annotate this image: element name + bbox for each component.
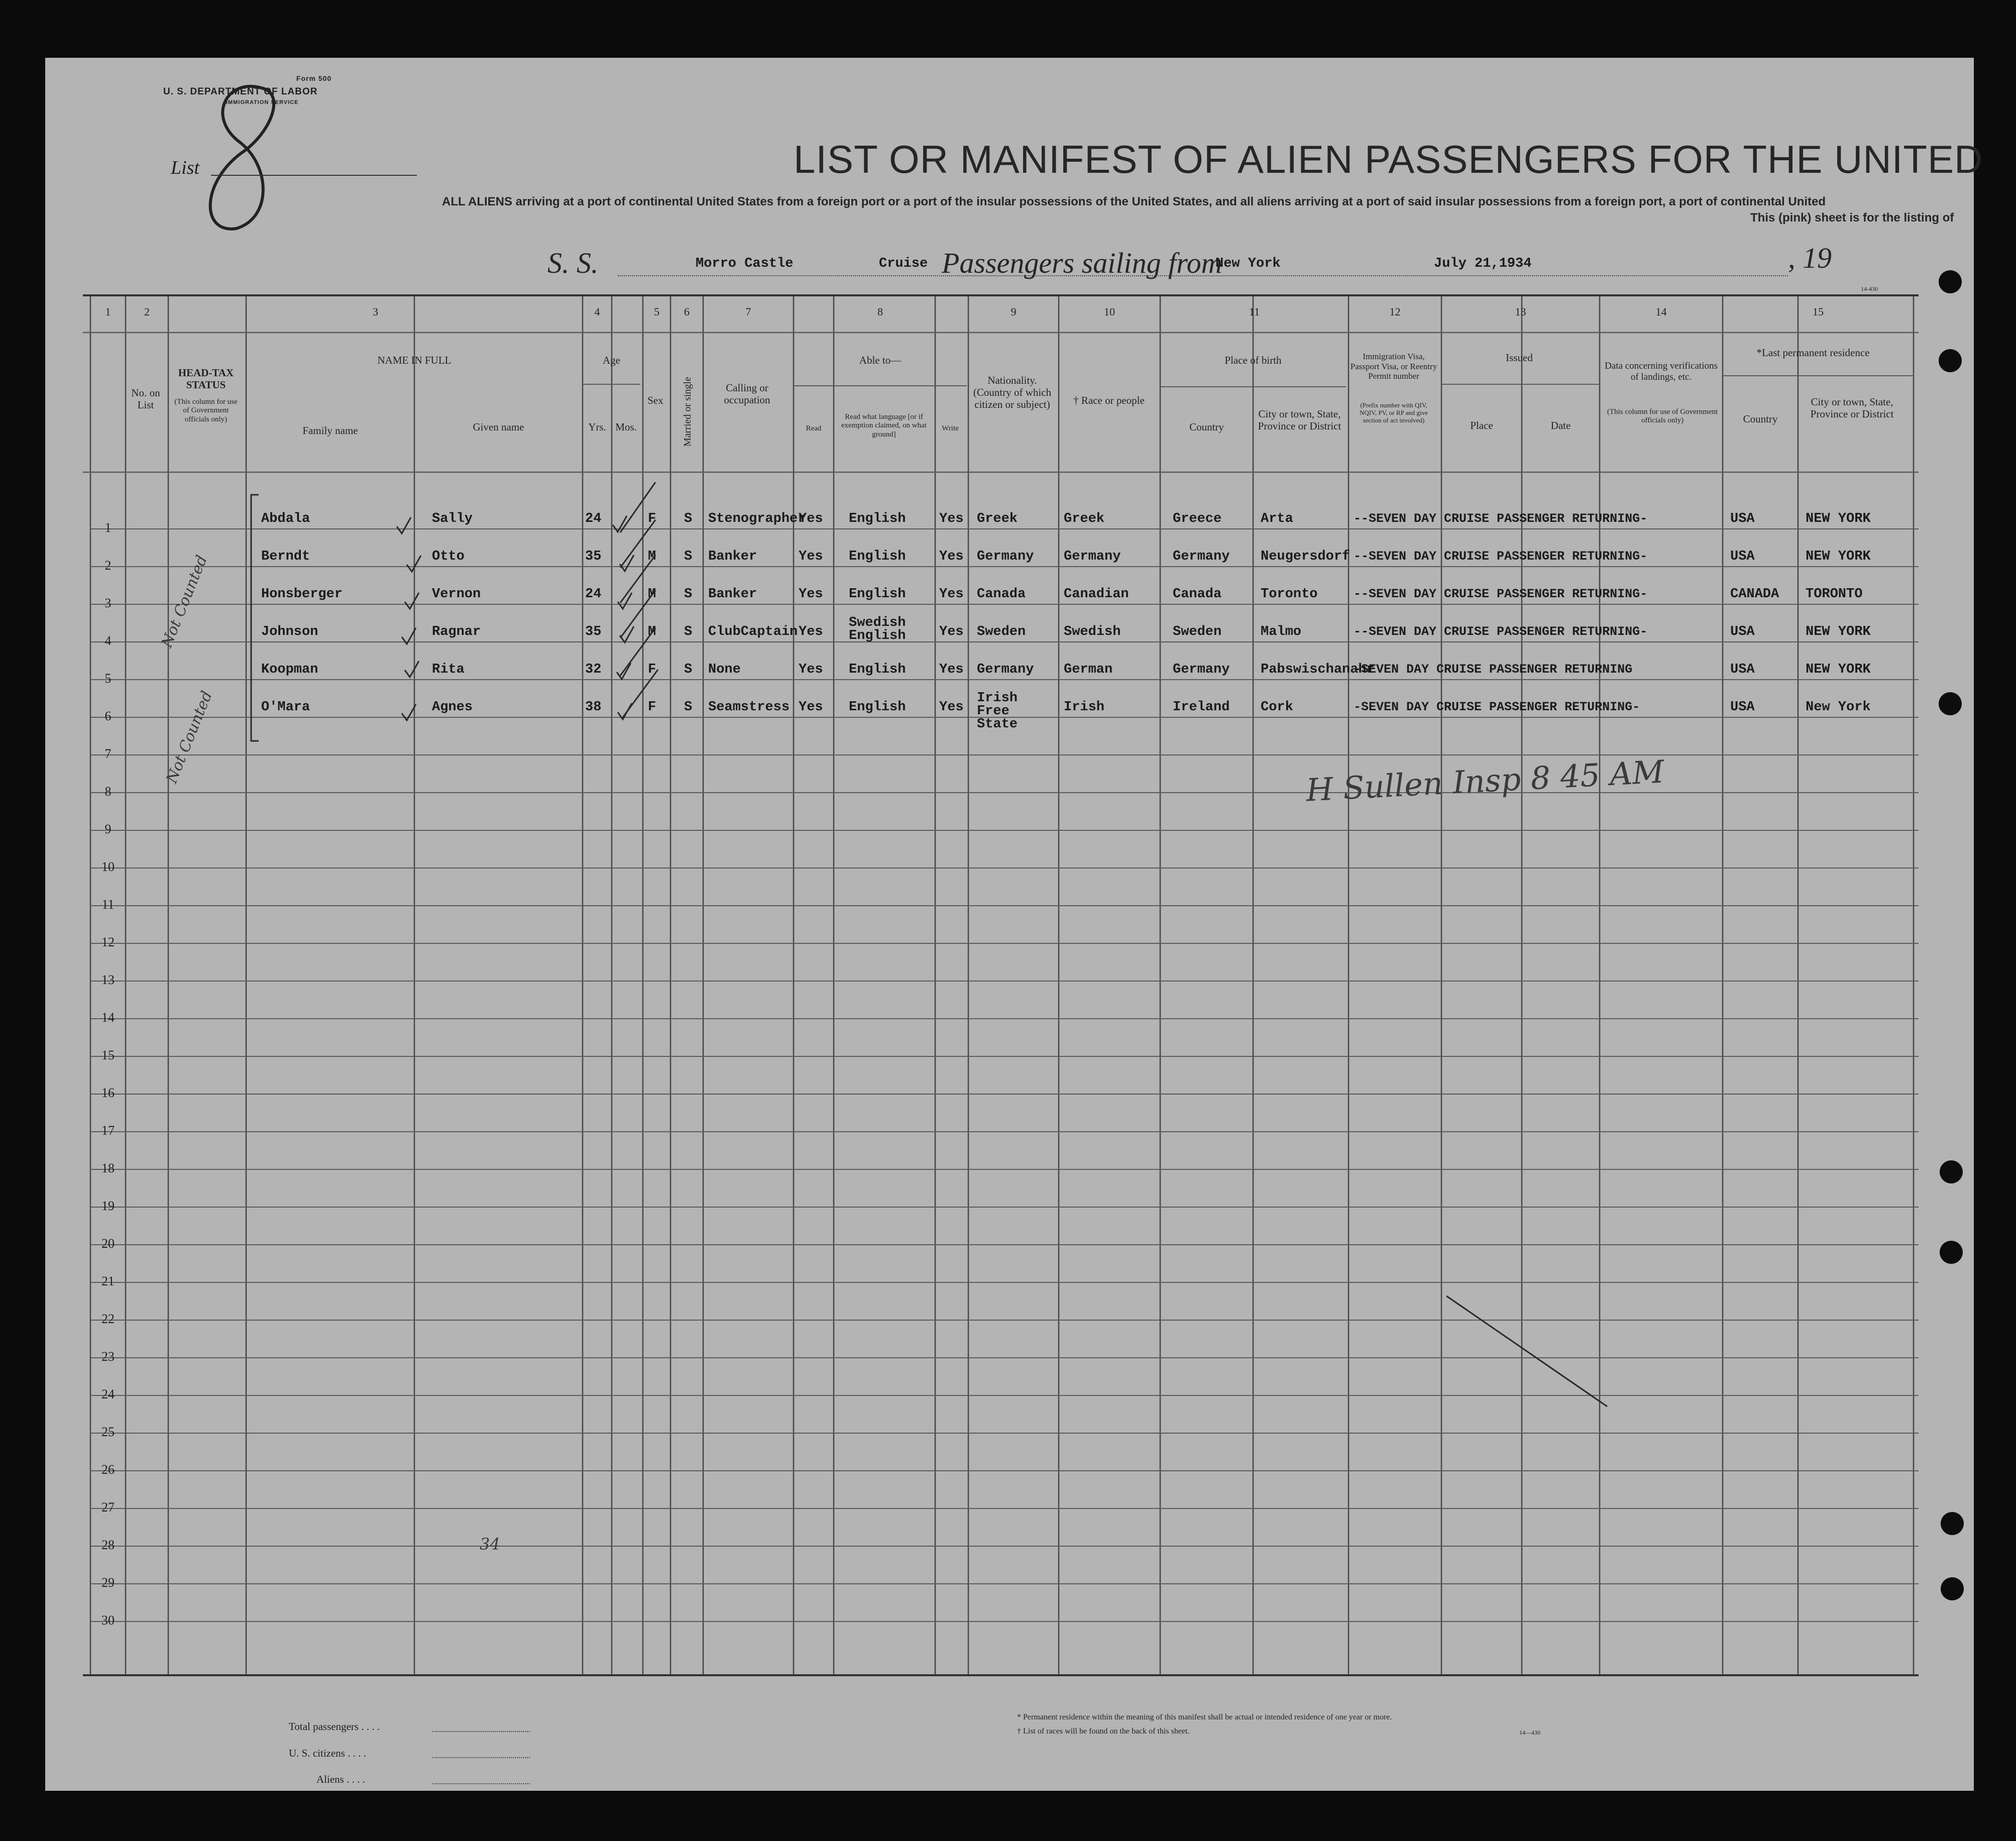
- passenger-sex: F: [648, 700, 656, 715]
- passenger-occupation: None: [708, 662, 741, 677]
- row-number: 30: [101, 1613, 115, 1628]
- header-read: Read: [806, 424, 822, 432]
- passenger-marital-status: S: [684, 662, 693, 677]
- passenger-family-name: Abdala: [261, 511, 310, 526]
- not-counted-note-2: Not Counted: [163, 688, 216, 786]
- passenger-birth-country: Germany: [1173, 662, 1230, 677]
- passenger-age-years: 38: [585, 700, 602, 715]
- passenger-residence-country: USA: [1730, 511, 1755, 526]
- column-number: 11: [1249, 305, 1260, 318]
- header-able-to: Able to—: [859, 354, 902, 366]
- passenger-read-language: English: [849, 549, 906, 564]
- column-number: 13: [1515, 305, 1526, 318]
- passenger-visa-info: -SEVEN DAY CRUISE PASSENGER RETURNING-: [1354, 700, 1640, 714]
- column-number: 7: [745, 305, 751, 318]
- passenger-read-language: English: [849, 511, 906, 526]
- passenger-can-read: Yes: [799, 624, 823, 639]
- row-number: 9: [104, 822, 111, 836]
- passenger-birth-country: Canada: [1173, 587, 1222, 602]
- passenger-race: Greek: [1064, 511, 1105, 526]
- passenger-nationality: Germany: [977, 549, 1034, 564]
- row-number: 7: [104, 746, 111, 761]
- column-number: 9: [1011, 305, 1017, 318]
- passenger-read-language: English: [849, 700, 906, 715]
- header-head-tax: HEAD-TAX STATUS: [178, 367, 234, 391]
- header-nationality: Nationality. (Country of which citizen or subject): [973, 374, 1052, 411]
- passenger-birth-country: Germany: [1173, 549, 1230, 564]
- passenger-birth-country: Ireland: [1173, 700, 1230, 715]
- header-read-language: Read what language [or if exemption claimed, on what ground]: [841, 413, 927, 439]
- passenger-nationality: Sweden: [977, 624, 1026, 639]
- passenger-residence-city: NEW YORK: [1806, 549, 1871, 564]
- ss-label: S. S.: [547, 247, 599, 279]
- sailing-date: July 21,1934: [1434, 256, 1532, 271]
- passenger-can-write: Yes: [939, 549, 964, 564]
- passenger-race: Germany: [1064, 549, 1121, 564]
- passenger-residence-country: USA: [1730, 624, 1755, 639]
- column-number: 2: [144, 305, 150, 318]
- header-place-of-birth: Place of birth: [1224, 354, 1282, 366]
- passenger-given-name: Rita: [432, 662, 465, 677]
- check-marks: [251, 482, 1607, 1406]
- sailing-port: New York: [1215, 256, 1281, 271]
- row-number: 12: [101, 935, 115, 949]
- passenger-birth-city: Malmo: [1261, 624, 1302, 639]
- passenger-can-write: Yes: [939, 624, 964, 639]
- service-label: IMMIGRATION SERVICE: [226, 99, 299, 105]
- passenger-race: Irish: [1064, 700, 1105, 715]
- row-number: 15: [101, 1048, 115, 1062]
- footer-aliens-line: [432, 1783, 530, 1784]
- footer-citizens: U. S. citizens . . . .: [289, 1747, 366, 1759]
- passenger-residence-city: NEW YORK: [1806, 511, 1871, 526]
- footer-aliens: Aliens . . . .: [316, 1773, 365, 1785]
- passenger-visa-info: --SEVEN DAY CRUISE PASSENGER RETURNING-: [1354, 624, 1648, 639]
- passenger-sex: F: [648, 511, 656, 526]
- passenger-birth-country: Sweden: [1173, 624, 1222, 639]
- row-number: 16: [101, 1086, 115, 1100]
- row-number: 27: [101, 1500, 115, 1514]
- row-number: 22: [101, 1312, 115, 1326]
- header-head-tax-note: (This column for use of Government officials only): [174, 398, 238, 423]
- passenger-age-years: 35: [585, 549, 602, 564]
- column-number: 4: [594, 305, 600, 318]
- footer-total: Total passengers . . . .: [289, 1720, 380, 1732]
- manifest-subtitle-2: This (pink) sheet is for the listing of: [1750, 211, 1954, 225]
- column-number: 12: [1389, 305, 1401, 318]
- column-number: 15: [1813, 305, 1824, 318]
- passenger-age-years: 24: [585, 511, 602, 526]
- passenger-can-write: Yes: [939, 662, 964, 677]
- passenger-age-years: 32: [585, 662, 602, 677]
- row-number: 11: [101, 897, 115, 912]
- footer-code: 14—430: [1519, 1729, 1540, 1736]
- form-code-top: 14-430: [1861, 285, 1878, 292]
- passenger-visa-info: --SEVEN DAY CRUISE PASSENGER RETURNING-: [1354, 549, 1648, 564]
- passenger-marital-status: S: [684, 549, 693, 564]
- header-age: Age: [603, 354, 620, 366]
- passenger-given-name: Agnes: [432, 700, 473, 715]
- header-family-name: Family name: [302, 424, 358, 437]
- header-birth-city: City or town, State, Province or District: [1258, 408, 1341, 432]
- passenger-read-language: English: [849, 587, 906, 602]
- passenger-residence-country: CANADA: [1730, 587, 1779, 602]
- passenger-read-language: Swedish English: [849, 615, 906, 643]
- passenger-sex: M: [648, 549, 656, 564]
- header-mos: Mos.: [615, 421, 637, 433]
- ss-line: [618, 275, 1788, 276]
- header-res-city: City or town, State, Province or District: [1810, 396, 1894, 420]
- list-number-handwritten: [210, 86, 274, 229]
- passenger-given-name: Sally: [432, 511, 473, 526]
- footer-note-2: † List of races will be found on the back of this sheet.: [1017, 1727, 1190, 1736]
- passenger-can-read: Yes: [799, 549, 823, 564]
- row-number: 6: [104, 709, 111, 723]
- row-number: 20: [101, 1236, 115, 1251]
- list-label: List: [171, 157, 200, 178]
- passenger-nationality: Irish Free State: [977, 691, 1018, 732]
- passenger-occupation: Seamstress: [708, 700, 790, 715]
- row-number: 3: [104, 596, 111, 610]
- row-number: 23: [101, 1349, 115, 1364]
- passenger-race: Swedish: [1064, 624, 1121, 639]
- row-number: 19: [101, 1199, 115, 1213]
- column-number: 1: [105, 305, 111, 318]
- passenger-birth-city: Neugersdorf: [1261, 549, 1351, 564]
- row-number: 21: [101, 1274, 115, 1288]
- header-married: Married or single: [682, 377, 693, 447]
- column-number: 5: [654, 305, 659, 318]
- row28-mark: 34: [480, 1535, 500, 1554]
- header-visa: Immigration Visa, Passport Visa, or Reentry Permit number: [1350, 352, 1437, 381]
- passenger-family-name: Johnson: [261, 624, 318, 639]
- header-no-on-list: No. on List: [131, 387, 160, 411]
- ship-name: Morro Castle: [696, 256, 794, 271]
- row-number: 8: [104, 784, 111, 799]
- header-verifications: Data concerning verifications of landings, etc.: [1605, 361, 1718, 382]
- passenger-residence-country: USA: [1730, 549, 1755, 564]
- passenger-occupation: Banker: [708, 549, 757, 564]
- row-number: 4: [104, 633, 111, 648]
- row-number: 10: [101, 859, 115, 874]
- row-number: 2: [104, 558, 111, 573]
- passenger-can-read: Yes: [799, 662, 823, 677]
- header-issued-place: Place: [1470, 419, 1493, 431]
- passenger-occupation: Banker: [708, 587, 757, 602]
- passenger-given-name: Ragnar: [432, 624, 481, 639]
- passenger-can-write: Yes: [939, 700, 964, 715]
- passenger-occupation: Stenographer: [708, 511, 806, 526]
- manifest-subtitle: ALL ALIENS arriving at a port of continental United States from a foreign port or a port of the insular possessions of the United States, and all aliens arriving at a port of said insular possessions from a foreign port, a port of continental United: [442, 195, 1826, 208]
- passenger-residence-city: New York: [1806, 700, 1871, 715]
- header-given-name: Given name: [473, 421, 524, 433]
- list-line: [211, 175, 417, 176]
- passenger-can-read: Yes: [799, 511, 823, 526]
- column-number: 6: [684, 305, 690, 318]
- department-label: U. S. DEPARTMENT OF LABOR: [163, 86, 318, 97]
- passenger-can-read: Yes: [799, 587, 823, 602]
- form-number: Form 500: [296, 74, 332, 82]
- column-number: 8: [877, 305, 883, 318]
- header-res-country: Country: [1743, 413, 1778, 425]
- passenger-sex: F: [648, 662, 656, 677]
- passenger-family-name: O'Mara: [261, 700, 310, 715]
- row-number: 26: [101, 1462, 115, 1477]
- year-suffix: , 19: [1788, 242, 1832, 274]
- passenger-visa-info: -SEVEN DAY CRUISE PASSENGER RETURNING: [1354, 662, 1633, 677]
- row-number: 25: [101, 1425, 115, 1439]
- passenger-visa-info: --SEVEN DAY CRUISE PASSENGER RETURNING-: [1354, 587, 1648, 601]
- passenger-marital-status: S: [684, 624, 693, 639]
- passenger-residence-country: USA: [1730, 700, 1755, 715]
- passenger-birth-country: Greece: [1173, 511, 1222, 526]
- inspector-note: H Sullen Insp 8 45 AM: [1305, 753, 1665, 809]
- passenger-residence-city: NEW YORK: [1806, 624, 1871, 639]
- passenger-nationality: Canada: [977, 587, 1026, 602]
- passenger-can-write: Yes: [939, 511, 964, 526]
- passenger-birth-city: Toronto: [1261, 587, 1318, 602]
- passenger-residence-city: TORONTO: [1806, 587, 1863, 602]
- row-number: 24: [101, 1387, 115, 1401]
- header-visa-note: (Prefix number with QIV, NQIV, PV, or RP and give section of act involved): [1360, 401, 1428, 424]
- header-birth-country: Country: [1189, 421, 1224, 433]
- row-number: 17: [101, 1123, 115, 1138]
- row-number: 18: [101, 1161, 115, 1175]
- passenger-sex: M: [648, 624, 656, 639]
- passenger-can-read: Yes: [799, 700, 823, 715]
- passenger-read-language: English: [849, 662, 906, 677]
- passenger-race: Canadian: [1064, 587, 1129, 602]
- passenger-family-name: Honsberger: [261, 587, 343, 602]
- passenger-nationality: Greek: [977, 511, 1018, 526]
- passenger-given-name: Otto: [432, 549, 465, 564]
- passenger-marital-status: S: [684, 700, 693, 715]
- passenger-birth-city: Pabswischanahr: [1261, 662, 1375, 677]
- header-sex: Sex: [647, 394, 663, 406]
- header-race: † Race or people: [1073, 394, 1145, 406]
- row-number: 14: [101, 1010, 115, 1025]
- passenger-occupation: ClubCaptain: [708, 624, 798, 639]
- passenger-can-write: Yes: [939, 587, 964, 602]
- row-number: 13: [101, 972, 115, 987]
- passenger-race: German: [1064, 662, 1113, 677]
- column-number: 14: [1655, 305, 1667, 318]
- passenger-residence-country: USA: [1730, 662, 1755, 677]
- passenger-family-name: Koopman: [261, 662, 318, 677]
- passenger-sex: M: [648, 587, 656, 602]
- header-issued: Issued: [1506, 352, 1533, 364]
- row-number: 1: [104, 520, 111, 535]
- footer-citizens-line: [432, 1757, 530, 1758]
- passenger-residence-city: NEW YORK: [1806, 662, 1871, 677]
- cruise-label: Cruise: [879, 256, 928, 271]
- footer-note-1: * Permanent residence within the meaning of this manifest shall be actual or intended residence of one year or more.: [1017, 1713, 1392, 1721]
- column-number: 3: [373, 305, 378, 318]
- header-issued-date: Date: [1550, 419, 1571, 431]
- passenger-given-name: Vernon: [432, 587, 481, 602]
- header-yrs: Yrs.: [588, 421, 606, 433]
- passenger-visa-info: --SEVEN DAY CRUISE PASSENGER RETURNING-: [1354, 511, 1648, 526]
- passenger-birth-city: Arta: [1261, 511, 1293, 526]
- not-counted-note-1: Not Counted: [158, 553, 211, 651]
- row-number: 29: [101, 1575, 115, 1590]
- passenger-nationality: Germany: [977, 662, 1034, 677]
- header-verifications-note: (This column for use of Government officials only): [1607, 408, 1718, 425]
- row-number: 28: [101, 1538, 115, 1552]
- row-number: 5: [104, 671, 111, 686]
- manifest-title: LIST OR MANIFEST OF ALIEN PASSENGERS FOR THE UNITED: [794, 137, 1983, 181]
- passenger-age-years: 24: [585, 587, 602, 602]
- header-write: Write: [942, 424, 959, 432]
- column-number: 10: [1104, 305, 1115, 318]
- passenger-family-name: Berndt: [261, 549, 310, 564]
- header-calling: Calling or occupation: [724, 382, 770, 406]
- header-last-residence: *Last permanent residence: [1756, 347, 1870, 359]
- footer-total-line: [432, 1731, 530, 1732]
- passenger-marital-status: S: [684, 587, 693, 602]
- passenger-birth-city: Cork: [1261, 700, 1293, 715]
- sailing-label: Passengers sailing from: [942, 247, 1222, 279]
- passenger-age-years: 35: [585, 624, 602, 639]
- passenger-marital-status: S: [684, 511, 693, 526]
- header-name-in-full: NAME IN FULL: [377, 354, 452, 366]
